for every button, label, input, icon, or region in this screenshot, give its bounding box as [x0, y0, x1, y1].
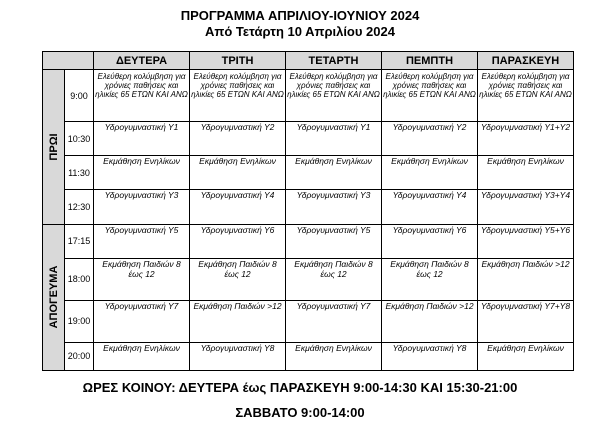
schedule-cell: Υδρογυμναστική Υ1 — [94, 122, 190, 156]
day-header-friday: ΠΑΡΑΣΚΕΥΗ — [478, 52, 574, 70]
schedule-cell: Υδρογυμναστική Υ8 — [382, 342, 478, 370]
schedule-cell: Εκμάθηση Ενηλίκων — [286, 342, 382, 370]
period-morning — [43, 70, 65, 225]
schedule-cell: Εκμάθηση Παιδιών 8 έως 12 — [94, 258, 190, 300]
schedule-cell: Υδρογυμναστική Υ5+Υ6 — [478, 224, 574, 258]
schedule-cell: Εκμάθηση Παιδιών >12 — [478, 258, 574, 300]
schedule-cell: Υδρογυμναστική Υ4 — [190, 190, 286, 224]
schedule-cell: Υδρογυμναστική Υ5 — [94, 224, 190, 258]
schedule-cell: Υδρογυμναστική Υ7 — [94, 300, 190, 342]
schedule-cell: Εκμάθηση Ενηλίκων — [382, 156, 478, 190]
table-row — [43, 190, 574, 224]
table-row — [43, 156, 574, 190]
period-label: ΑΠΟΓΕΥΜΑ — [47, 265, 60, 329]
time-cell: 17:15 — [65, 224, 94, 258]
schedule-cell: Υδρογυμναστική Υ1 — [286, 122, 382, 156]
header-corner — [43, 52, 94, 70]
schedule-cell: Υδρογυμναστική Υ6 — [190, 224, 286, 258]
table-row — [43, 70, 574, 122]
schedule-cell: Εκμάθηση Ενηλίκων — [478, 342, 574, 370]
time-cell: 11:30 — [65, 156, 94, 190]
period-label: ΠΡΩΙ — [47, 133, 60, 161]
schedule-cell: Υδρογυμναστική Υ3 — [286, 190, 382, 224]
schedule-cell: Υδρογυμναστική Υ3+Υ4 — [478, 190, 574, 224]
table-row — [43, 224, 574, 258]
schedule-cell: Εκμάθηση Ενηλίκων — [94, 156, 190, 190]
schedule-cell: Ελεύθερη κολύμβηση για χρόνιες παθήσεις και ηλικίες 65 ΕΤΩΝ ΚΑΙ ΑΝΩ — [94, 70, 190, 122]
period-afternoon — [43, 224, 65, 371]
schedule-cell: Εκμάθηση Ενηλίκων — [286, 156, 382, 190]
schedule-cell: Εκμάθηση Ενηλίκων — [478, 156, 574, 190]
schedule-cell: Υδρογυμναστική Υ6 — [382, 224, 478, 258]
schedule-cell: Υδρογυμναστική Υ7+Υ8 — [478, 300, 574, 342]
page-title: ΠΡΟΓΡΑΜΜΑ ΑΠΡΙΛΙΟΥ-ΙΟΥΝΙΟΥ 2024 — [180, 8, 420, 23]
schedule-cell: Ελεύθερη κολύμβηση για χρόνιες παθήσεις και ηλικίες 65 ΕΤΩΝ ΚΑΙ ΑΝΩ — [286, 70, 382, 122]
schedule-cell: Εκμάθηση Παιδιών 8 έως 12 — [382, 258, 478, 300]
schedule-table — [42, 51, 574, 371]
schedule-cell: Εκμάθηση Παιδιών 8 έως 12 — [190, 258, 286, 300]
day-header-tuesday: ΤΡΙΤΗ — [190, 52, 286, 70]
schedule-cell: Ελεύθερη κολύμβηση για χρόνιες παθήσεις και ηλικίες 65 ΕΤΩΝ ΚΑΙ ΑΝΩ — [478, 70, 574, 122]
schedule-cell: Εκμάθηση Παιδιών >12 — [190, 300, 286, 342]
time-cell: 20:00 — [65, 342, 94, 370]
table-row — [43, 300, 574, 342]
time-cell: 10:30 — [65, 122, 94, 156]
schedule-cell: Εκμάθηση Παιδιών >12 — [382, 300, 478, 342]
schedule-cell: Εκμάθηση Παιδιών 8 έως 12 — [286, 258, 382, 300]
page-subtitle: Από Τετάρτη 10 Απριλίου 2024 — [205, 24, 395, 39]
schedule-cell: Υδρογυμναστική Υ4 — [382, 190, 478, 224]
schedule-cell: Εκμάθηση Ενηλίκων — [190, 156, 286, 190]
schedule-cell: Ελεύθερη κολύμβηση για χρόνιες παθήσεις και ηλικίες 65 ΕΤΩΝ ΚΑΙ ΑΝΩ — [190, 70, 286, 122]
schedule-cell: Υδρογυμναστική Υ5 — [286, 224, 382, 258]
header-row — [43, 52, 574, 70]
day-header-thursday: ΠΕΜΠΤΗ — [382, 52, 478, 70]
public-hours-weekdays: ΩΡΕΣ ΚΟΙΝΟΥ: ΔΕΥΤΕΡΑ έως ΠΑΡΑΣΚΕΥΗ 9:00-14:30 ΚΑΙ 15:30-21:00 — [82, 380, 518, 395]
table-row — [43, 258, 574, 300]
time-cell: 9:00 — [65, 70, 94, 122]
public-hours-saturday: ΣΑΒΒΑΤΟ 9:00-14:00 — [235, 405, 365, 420]
schedule-cell: Υδρογυμναστική Υ1+Υ2 — [478, 122, 574, 156]
schedule-cell: Υδρογυμναστική Υ2 — [382, 122, 478, 156]
day-header-wednesday: ΤΕΤΑΡΤΗ — [286, 52, 382, 70]
schedule-cell: Υδρογυμναστική Υ8 — [190, 342, 286, 370]
schedule-cell: Υδρογυμναστική Υ3 — [94, 190, 190, 224]
table-row — [43, 122, 574, 156]
time-cell: 19:00 — [65, 300, 94, 342]
day-header-monday: ΔΕΥΤΕΡΑ — [94, 52, 190, 70]
schedule-cell: Υδρογυμναστική Υ7 — [286, 300, 382, 342]
table-row — [43, 342, 574, 370]
time-cell: 18:00 — [65, 258, 94, 300]
schedule-cell: Υδρογυμναστική Υ2 — [190, 122, 286, 156]
schedule-cell: Εκμάθηση Ενηλίκων — [94, 342, 190, 370]
schedule-cell: Ελεύθερη κολύμβηση για χρόνιες παθήσεις και ηλικίες 65 ΕΤΩΝ ΚΑΙ ΑΝΩ — [382, 70, 478, 122]
time-cell: 12:30 — [65, 190, 94, 224]
